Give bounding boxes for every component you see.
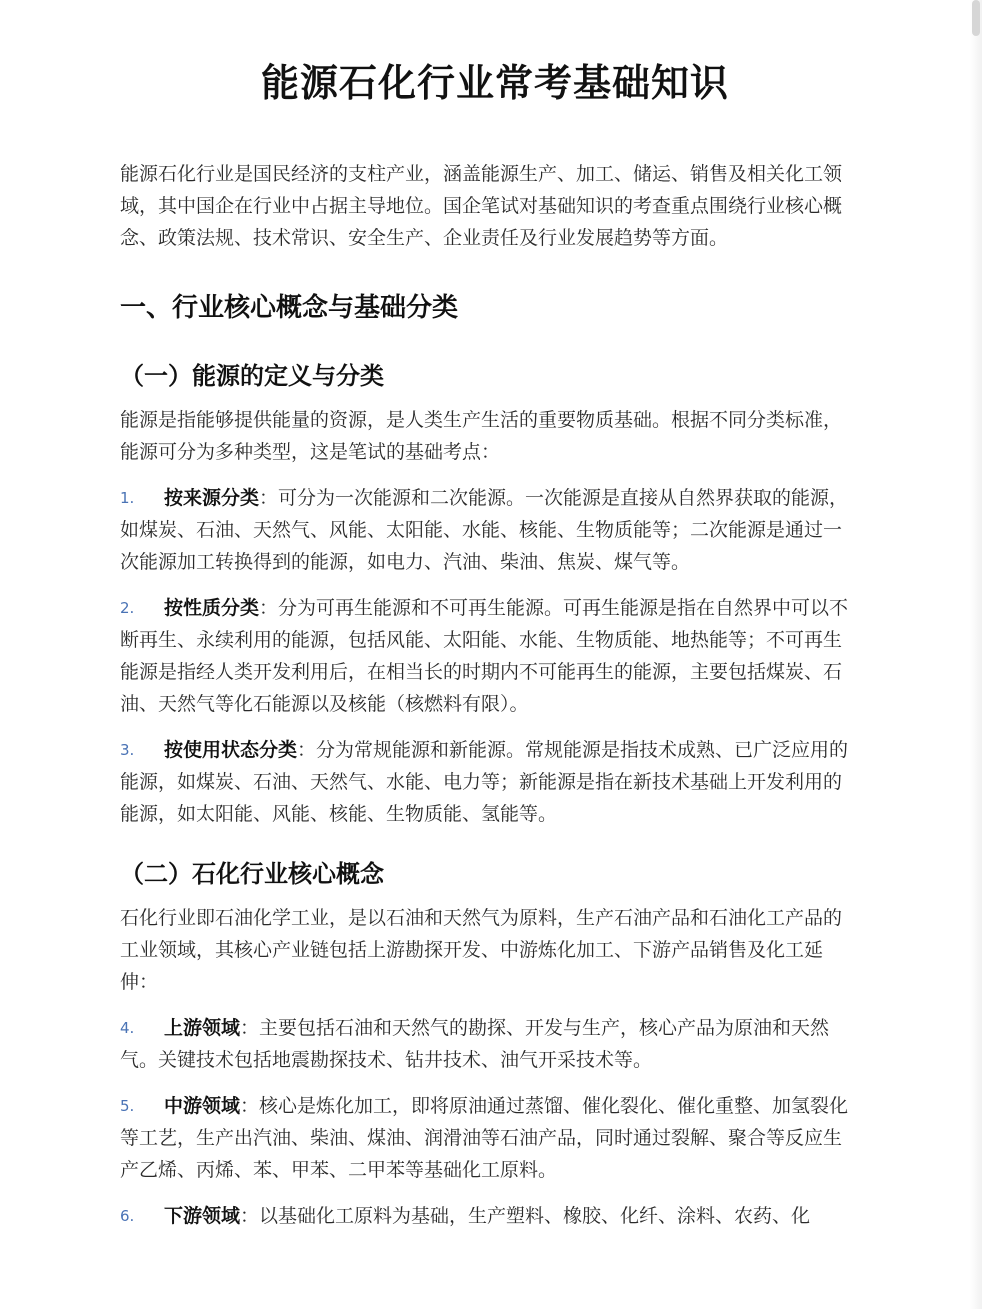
- document-content: [120, 56, 850, 1246]
- list-term: 按来源分类: [164, 487, 260, 509]
- list-term: 按使用状态分类: [164, 739, 298, 761]
- list-term: 中游领域: [164, 1095, 241, 1117]
- section-heading-1: 一、行业核心概念与基础分类: [120, 293, 459, 323]
- intro-paragraph: 能源石化行业是国民经济的支柱产业，涵盖能源生产、加工、储运、销售及相关化工领域，其中国企在行业中占据主导地位。国企笔试对基础知识的考查重点围绕行业核心概念、政策法规、技术常识、安全生产、企业责任及行业发展趋势等方面。: [120, 163, 843, 249]
- list-number: 4.: [120, 1019, 135, 1037]
- list-item: [120, 482, 850, 578]
- list-item: [120, 734, 850, 830]
- list-term: 上游领域: [164, 1017, 241, 1039]
- list-number: 3.: [120, 741, 135, 759]
- list-item: [120, 1200, 850, 1232]
- subsection-heading-energy: （一）能源的定义与分类: [120, 362, 384, 390]
- list-text: ：主要包括石油和天然气的勘探、开发与生产，核心产品为原油和天然气。关键技术包括地震勘探技术、钻井技术、油气开采技术等。: [120, 1017, 830, 1071]
- list-number: 6.: [120, 1207, 135, 1225]
- list-text: ：以基础化工原料为基础，生产塑料、橡胶、化纤、涂料、农药、化: [240, 1205, 811, 1227]
- subsection-heading-petrochemical: （二）石化行业核心概念: [120, 860, 384, 888]
- list-term: 按性质分类: [164, 597, 260, 619]
- list-item: [120, 1012, 850, 1076]
- petrochemical-lead-paragraph: 石化行业即石油化学工业，是以石油和天然气为原料，生产石油产品和石油化工产品的工业领域，其核心产业链包括上游勘探开发、中游炼化加工、下游产品销售及化工延伸：: [120, 907, 843, 993]
- scrollbar[interactable]: [970, 0, 982, 1309]
- list-text: ：分为可再生能源和不可再生能源。可再生能源是指在自然界中可以不断再生、永续利用的能源，包括风能、太阳能、水能、生物质能、地热能等；不可再生能源是指经人类开发利用后，在相当长的时期内不可能再生的能源，主要包括煤炭、石油、天然气等化石能源以及核能（核燃料有限）。: [120, 597, 849, 715]
- energy-lead-paragraph: 能源是指能够提供能量的资源，是人类生产生活的重要物质基础。根据不同分类标准，能源可分为多种类型，这是笔试的基础考点：: [120, 409, 843, 463]
- list-number: 5.: [120, 1097, 135, 1115]
- list-text: ：可分为一次能源和二次能源。一次能源是直接从自然界获取的能源，如煤炭、石油、天然气、风能、太阳能、水能、核能、生物质能等；二次能源是通过一次能源加工转换得到的能源，如电力、汽油、柴油、焦炭、煤气等。: [120, 487, 849, 573]
- list-text: ：分为常规能源和新能源。常规能源是指技术成熟、已广泛应用的能源，如煤炭、石油、天然气、水能、电力等；新能源是指在新技术基础上开发利用的能源，如太阳能、风能、核能、生物质能、氢能等。: [120, 739, 849, 825]
- scrollbar-thumb[interactable]: [972, 0, 980, 36]
- list-term: 下游领域: [164, 1205, 241, 1227]
- list-text: ：核心是炼化加工，即将原油通过蒸馏、催化裂化、催化重整、加氢裂化等工艺，生产出汽油、柴油、煤油、润滑油等石油产品，同时通过裂解、聚合等反应生产乙烯、丙烯、苯、甲苯、二甲苯等基础化工原料。: [120, 1095, 849, 1181]
- list-item: [120, 1090, 850, 1186]
- document-title: 能源石化行业常考基础知识: [260, 61, 729, 105]
- list-item: [120, 592, 850, 720]
- list-number: 1.: [120, 489, 135, 507]
- list-number: 2.: [120, 599, 135, 617]
